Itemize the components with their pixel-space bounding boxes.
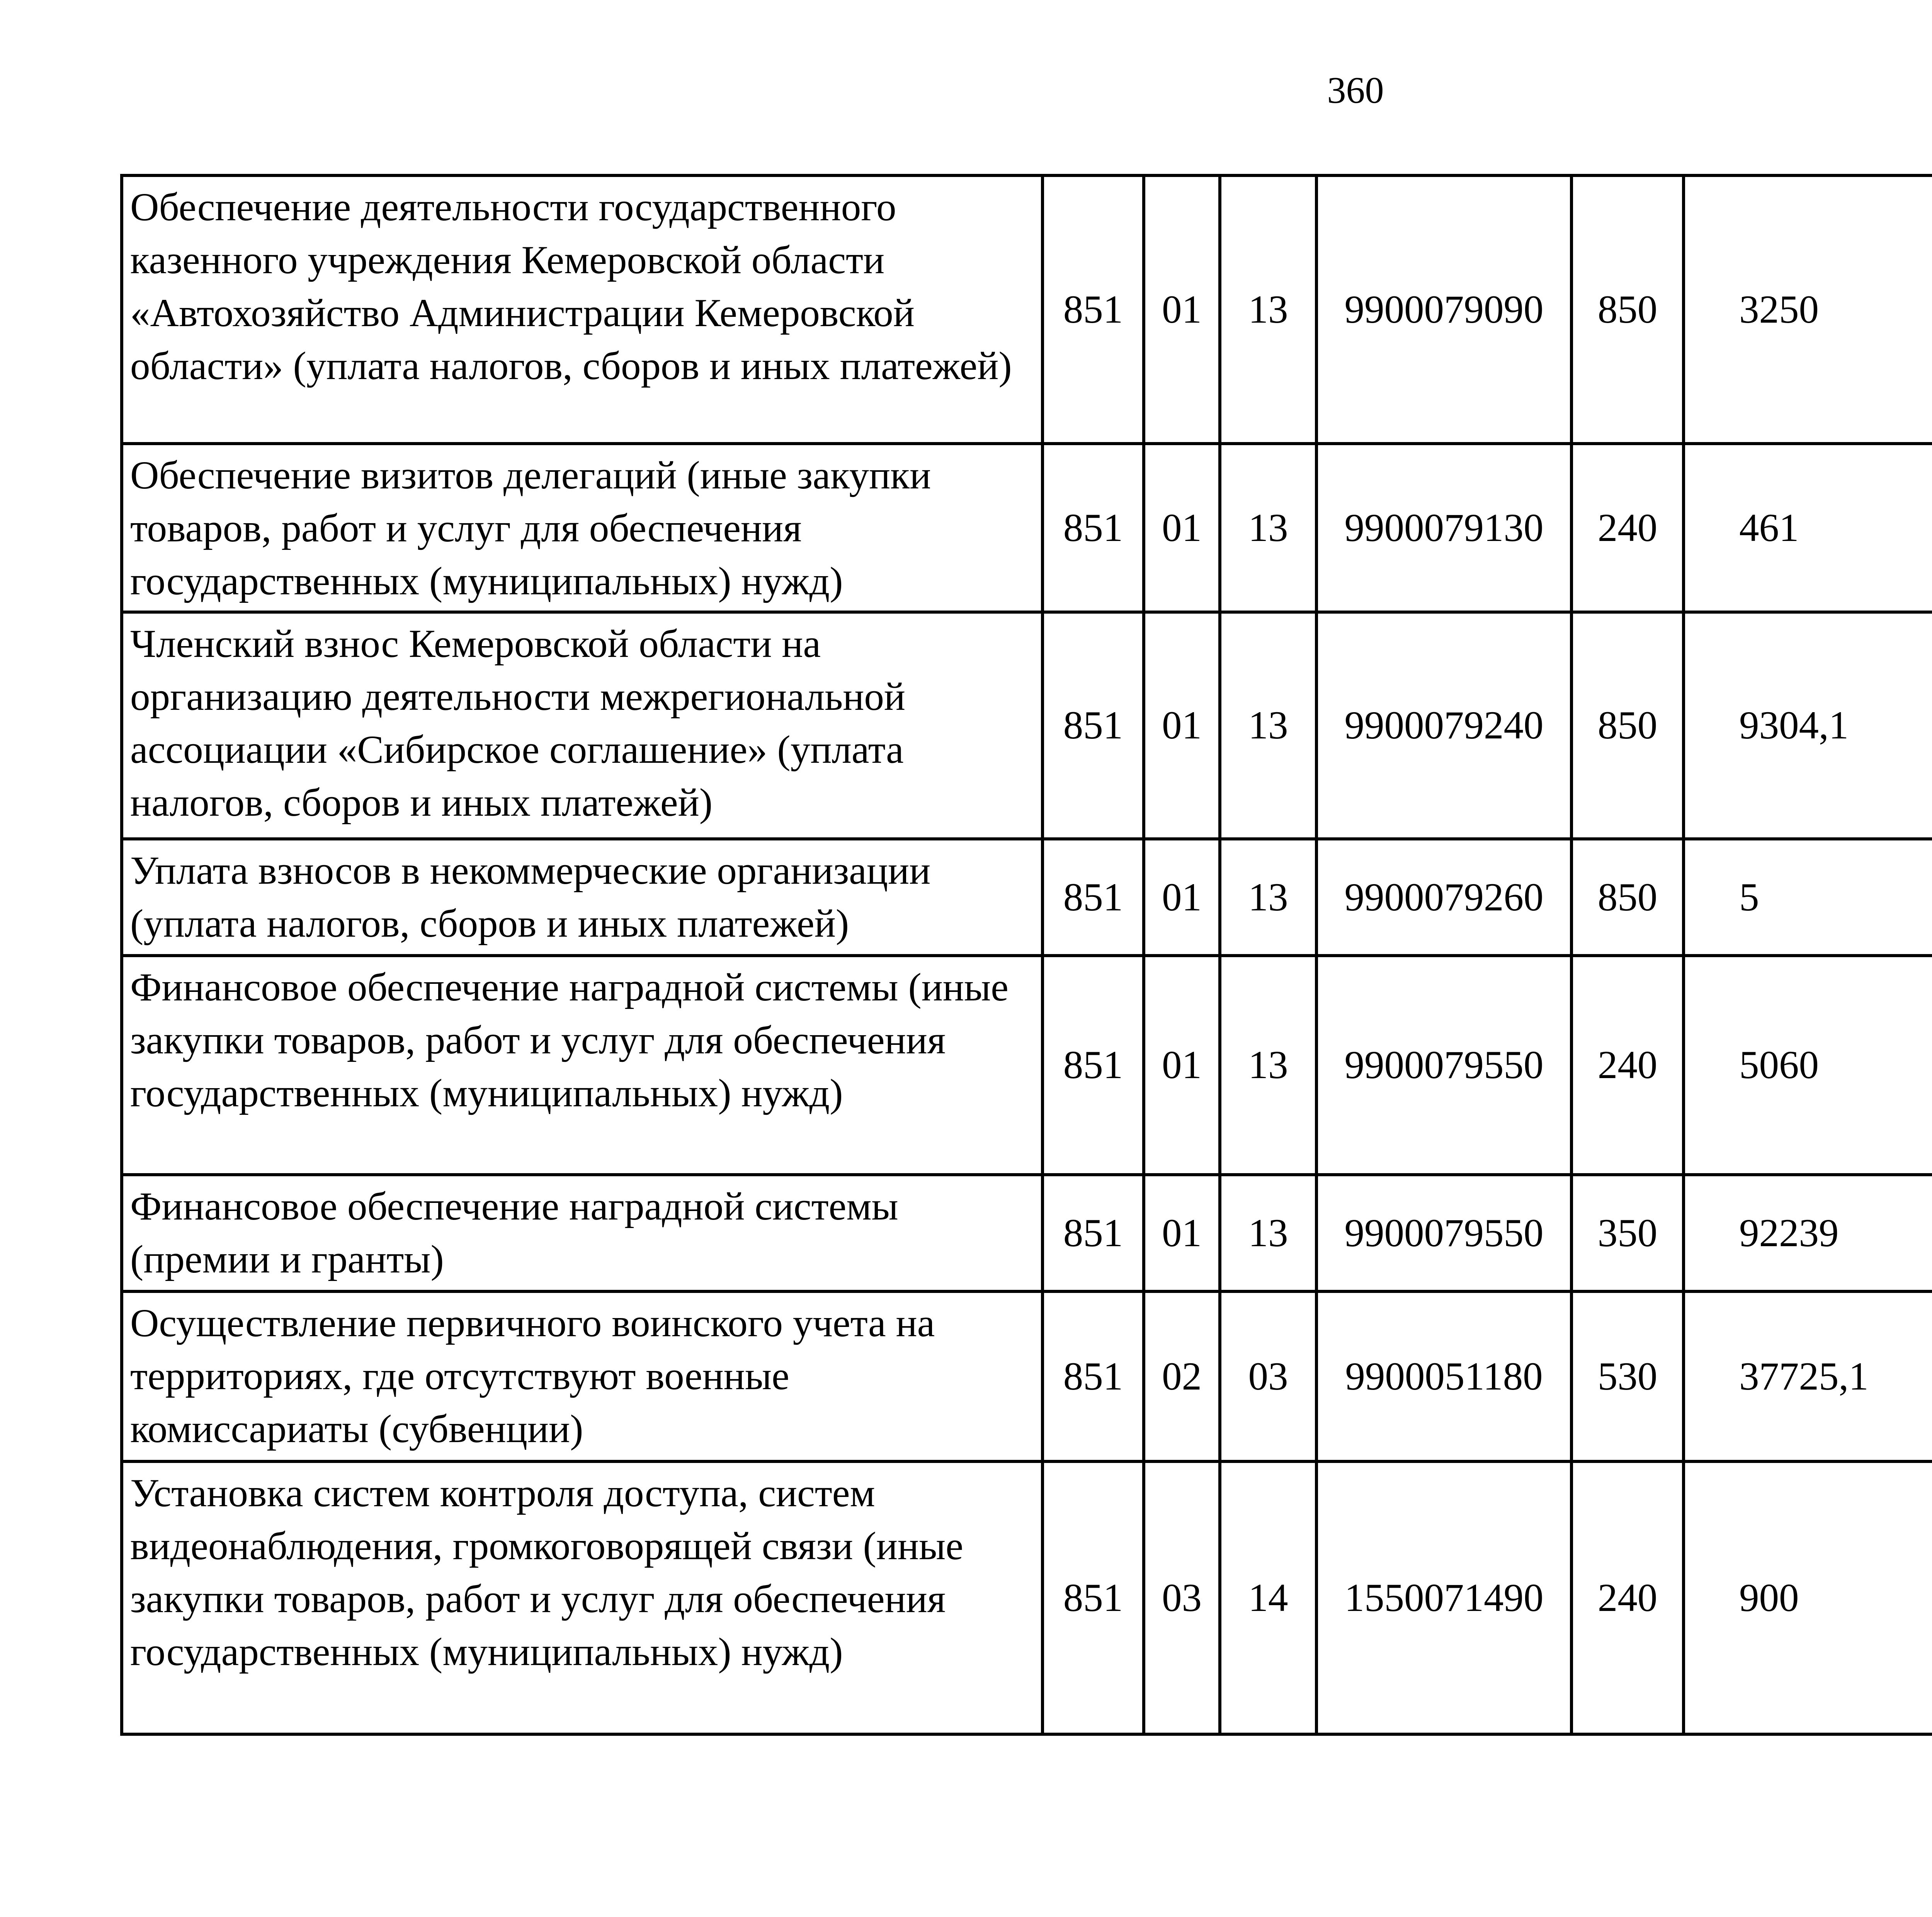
section-code: 01 [1144,444,1220,612]
page-number: 360 [1327,70,1384,111]
expense-type-code: 240 [1571,444,1684,612]
grbs-code: 851 [1043,175,1144,444]
row-name: Финансовое обеспечение наградной системы (премии и гранты) [122,1175,1043,1291]
row-name: Уплата взносов в некоммерческие организации (уплата налогов, сборов и иных платежей) [122,839,1043,956]
amount-year-1: 92239 [1684,1175,1932,1291]
target-article-code: 9900079550 [1316,1175,1571,1291]
grbs-code: 851 [1043,1175,1144,1291]
target-article-code: 1550071490 [1316,1461,1571,1734]
table-row [122,175,1932,444]
grbs-code: 851 [1043,956,1144,1175]
grbs-code: 851 [1043,839,1144,956]
row-name: Финансовое обеспечение наградной системы (иные закупки товаров, работ и услуг для обеспечения государственных (муниципальных) нужд) [122,956,1043,1175]
section-code: 02 [1144,1291,1220,1461]
section-code: 01 [1144,175,1220,444]
grbs-code: 851 [1043,1291,1144,1461]
target-article-code: 9900079090 [1316,175,1571,444]
subsection-code: 13 [1220,175,1316,444]
row-name: Установка систем контроля доступа, систем видеонаблюдения, громкоговорящей связи (иные закупки товаров, работ и услуг для обеспечения государственных (муниципальных) нужд) [122,1461,1043,1734]
amount-year-1: 900 [1684,1461,1932,1734]
row-name: Обеспечение деятельности государственного казенного учреждения Кемеровской области «Автохозяйство Администрации Кемеровской области» (уплата налогов, сборов и иных платежей) [122,175,1043,444]
amount-year-1: 461 [1684,444,1932,612]
amount-year-1: 37725,1 [1684,1291,1932,1461]
subsection-code: 14 [1220,1461,1316,1734]
section-code: 01 [1144,956,1220,1175]
expense-type-code: 850 [1571,839,1684,956]
section-code: 01 [1144,1175,1220,1291]
subsection-code: 13 [1220,956,1316,1175]
expense-type-code: 530 [1571,1291,1684,1461]
table-row [122,612,1932,839]
amount-year-1: 5 [1684,839,1932,956]
table-row [122,956,1932,1175]
table-row [122,1461,1932,1734]
expense-type-code: 240 [1571,956,1684,1175]
subsection-code: 13 [1220,839,1316,956]
section-code: 03 [1144,1461,1220,1734]
grbs-code: 851 [1043,444,1144,612]
expense-type-code: 350 [1571,1175,1684,1291]
subsection-code: 03 [1220,1291,1316,1461]
grbs-code: 851 [1043,1461,1144,1734]
expense-type-code: 850 [1571,612,1684,839]
amount-year-1: 9304,1 [1684,612,1932,839]
table-row [122,1175,1932,1291]
section-code: 01 [1144,612,1220,839]
row-name: Членский взнос Кемеровской области на организацию деятельности межрегиональной ассоциации «Сибирское соглашение» (уплата налогов, сборов и иных платежей) [122,612,1043,839]
budget-table [120,174,1932,1736]
expense-type-code: 850 [1571,175,1684,444]
target-article-code: 9900079240 [1316,612,1571,839]
amount-year-1: 3250 [1684,175,1932,444]
row-name: Обеспечение визитов делегаций (иные закупки товаров, работ и услуг для обеспечения государственных (муниципальных) нужд) [122,444,1043,612]
table-row [122,444,1932,612]
target-article-code: 9900079550 [1316,956,1571,1175]
table-row [122,839,1932,956]
grbs-code: 851 [1043,612,1144,839]
section-code: 01 [1144,839,1220,956]
amount-year-1: 5060 [1684,956,1932,1175]
target-article-code: 9900051180 [1316,1291,1571,1461]
expense-type-code: 240 [1571,1461,1684,1734]
table-row [122,1291,1932,1461]
target-article-code: 9900079260 [1316,839,1571,956]
row-name: Осуществление первичного воинского учета на территориях, где отсутствуют военные комиссариаты (субвенции) [122,1291,1043,1461]
subsection-code: 13 [1220,1175,1316,1291]
target-article-code: 9900079130 [1316,444,1571,612]
subsection-code: 13 [1220,444,1316,612]
subsection-code: 13 [1220,612,1316,839]
